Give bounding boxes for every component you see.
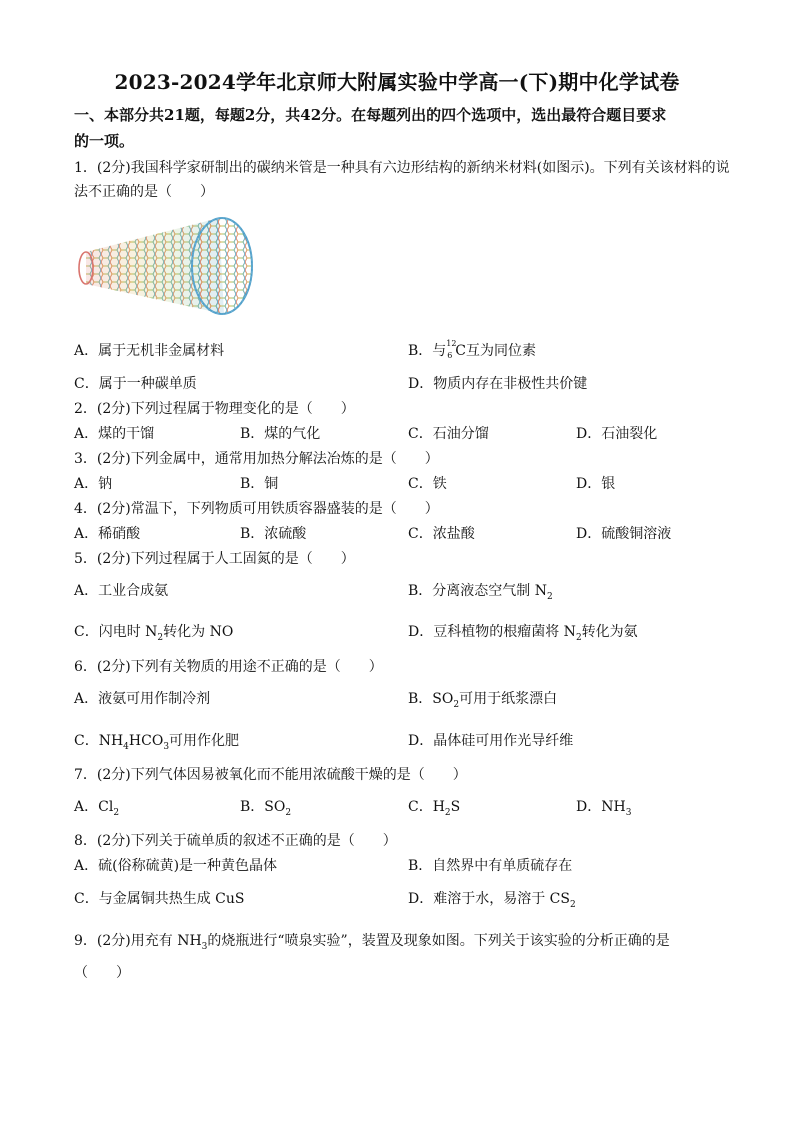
mass-number: 12 [446,339,457,348]
subscript: 3 [625,807,632,818]
question-9-stem-cont: （ ） [74,965,130,981]
q1-option-a[interactable]: A．属于无机非金属材料 [74,343,225,359]
subscript: 2 [285,807,292,818]
subscript: 2 [575,632,582,643]
atomic-number: 6 [447,351,453,360]
q6-option-b-text: B．SO [408,691,454,707]
q5-option-d-suffix: 转化为氨 [581,624,638,640]
q7-option-c[interactable] [408,796,460,818]
q6-option-c[interactable] [74,730,239,752]
q7-option-a-text: A．Cl [74,799,114,815]
q5-option-d[interactable] [408,621,638,643]
q8-option-a[interactable]: A．硫(俗称硫黄)是一种黄色晶体 [74,858,278,874]
subscript: 4 [123,741,129,752]
q8-option-d-text: D．难溶于水，易溶于 CS [408,891,570,907]
q6-option-a[interactable]: A．液氨可用作制冷剂 [74,691,211,707]
isotope-notation [446,339,457,360]
q2-option-d[interactable]: D．石油裂化 [576,426,658,442]
q7-option-d[interactable] [576,796,631,818]
q5-option-d-text: D．豆科植物的根瘤菌将 N [408,624,576,640]
q1-option-b-suffix: C互为同位素 [455,343,537,359]
question-3-stem: 3．(2分)下列金属中，通常用加热分解法冶炼的是（ ） [74,451,439,467]
question-9-stem [74,930,670,952]
q2-option-b[interactable]: B．煤的气化 [240,426,321,442]
section-heading: 一、本部分共21题，每题2分，共42分。在每题列出的四个选项中，选出最符合题目要求 [74,106,667,124]
q7-option-b-text: B．SO [240,799,286,815]
q6-option-b[interactable] [408,688,557,710]
q1-option-b-text: B．与 [408,343,447,359]
q3-option-c[interactable]: C．铁 [408,476,447,492]
q2-option-a[interactable]: A．煤的干馏 [74,426,155,442]
q9-stem-text: 9．(2分)用充有 NH [74,933,202,949]
q7-option-c-suffix: S [450,799,461,815]
subscript: 3 [163,741,170,752]
q8-option-c[interactable]: C．与金属铜共热生成 CuS [74,891,245,907]
q1-option-d[interactable]: D．物质内存在非极性共价键 [408,376,588,392]
q8-option-b[interactable]: B．自然界中有单质硫存在 [408,858,573,874]
q6-option-c-mid: HCO [128,733,164,749]
q2-option-c[interactable]: C．石油分馏 [408,426,489,442]
page-title: 2023-2024学年北京师大附属实验中学高一(下)期中化学试卷 [114,70,680,94]
q6-option-c-suffix: 可用作化肥 [169,733,240,749]
q8-option-d[interactable] [408,888,576,910]
q5-option-c-text: C．闪电时 N [74,624,158,640]
section-heading-cont: 的一项。 [74,132,135,150]
q5-option-b[interactable] [408,580,553,602]
q5-option-c-suffix: 转化为 NO [163,624,234,640]
q3-option-b[interactable]: B．铜 [240,476,279,492]
question-1-stem-cont: 法不正确的是（ ） [74,184,214,200]
q1-option-c[interactable]: C．属于一种碳单质 [74,376,197,392]
question-8-stem: 8．(2分)下列关于硫单质的叙述不正确的是（ ） [74,833,397,849]
q7-option-d-text: D．NH [576,799,626,815]
q7-option-a[interactable] [74,796,119,818]
question-7-stem: 7．(2分)下列气体因易被氧化而不能用浓硫酸干燥的是（ ） [74,767,467,783]
question-6-stem: 6．(2分)下列有关物质的用途不正确的是（ ） [74,659,383,675]
subscript: 2 [569,899,576,910]
subscript: 3 [201,941,208,952]
q7-option-b[interactable] [240,796,291,818]
carbon-nanotube-image [74,210,264,320]
question-2-stem: 2．(2分)下列过程属于物理变化的是（ ） [74,401,355,417]
subscript: 2 [453,699,460,710]
q5-option-a[interactable]: A．工业合成氨 [74,583,169,599]
subscript: 2 [113,807,120,818]
q3-option-a[interactable]: A．钠 [74,476,113,492]
subscript: 2 [444,807,451,818]
q3-option-d[interactable]: D．银 [576,476,616,492]
question-4-stem: 4．(2分)常温下，下列物质可用铁质容器盛装的是（ ） [74,501,439,517]
q4-option-c[interactable]: C．浓盐酸 [408,526,475,542]
question-1-stem: 1．(2分)我国科学家研制出的碳纳米管是一种具有六边形结构的新纳米材料(如图示)。下列有关该材料的说 [74,160,730,176]
q6-option-d[interactable]: D．晶体硅可用作光导纤维 [408,733,574,749]
q6-option-c-text: C．NH [74,733,124,749]
subscript: 2 [547,591,553,602]
q5-option-c[interactable] [74,621,233,643]
subscript: 2 [157,632,164,643]
q1-option-b[interactable] [408,340,536,360]
q4-option-b[interactable]: B．浓硫酸 [240,526,307,542]
q6-option-b-suffix: 可用于纸浆漂白 [459,691,558,707]
q9-stem-suffix: 的烧瓶进行“喷泉实验”，装置及现象如图。下列关于该实验的分析正确的是 [207,933,670,949]
question-5-stem: 5．(2分)下列过程属于人工固氮的是（ ） [74,551,355,567]
q4-option-a[interactable]: A．稀硝酸 [74,526,141,542]
q5-option-b-text: B．分离液态空气制 N [408,583,547,599]
q7-option-c-text: C．H [408,799,445,815]
q4-option-d[interactable]: D．硫酸铜溶液 [576,526,672,542]
